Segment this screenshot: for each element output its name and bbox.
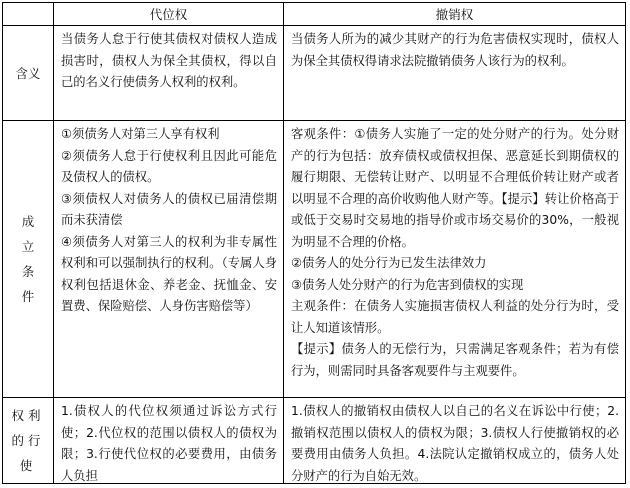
- subrogation-condition-4: ④须债务人对第三人的权利为非专属性权利和可以强制执行的权利。（专属人身权利包括退休金、养老金、抚恤金、安置费、保险赔偿、人身伤害赔偿等）: [61, 234, 277, 313]
- row-label-exercise: 权利的行使: [11, 408, 45, 473]
- exercise-subrogation-text: 1.债权人的代位权须通过诉讼方式行使；2.代位权的范围以债权人的债权为限；3.行使代位权的必要费用，由债务人负担: [61, 404, 277, 483]
- row-label-conditions: 成立条件: [21, 214, 35, 304]
- conditions-subrogation: [54, 121, 283, 397]
- subrogation-condition-1: ①须债务人对第三人享有权利: [61, 127, 220, 141]
- header-empty-cell: [3, 3, 53, 25]
- exercise-revocation: [284, 398, 625, 483]
- exercise-subrogation: [54, 398, 283, 483]
- subrogation-condition-2: ②须债务人怠于行使权利且因此可能危及债权人的债权。: [61, 148, 277, 184]
- revocation-tip: 【提示】债务人的无偿行为，只需满足客观条件；若为有偿行为，则需同时具备客观要件与主观要件。: [291, 342, 619, 378]
- header-subrogation: 代位权: [149, 7, 188, 22]
- exercise-revocation-text: 1.债权人的撤销权由债权人以自己的名义在诉讼中行使；2.撤销权范围以债权人的债权为限；3.债权人行使撤销权的必要费用由债务人负担。4.法院认定撤销权成立的，债务人处分财产的行为自始无效。: [291, 404, 619, 483]
- conditions-revocation: [284, 121, 625, 397]
- meaning-subrogation: [54, 26, 283, 120]
- meaning-subrogation-text: 当债务人怠于行使其债权对债权人造成损害时，债权人为保全其债权，得以自己的名义行使债务人权利的权利。: [61, 32, 277, 89]
- header-revocation: 撤销权: [435, 7, 474, 22]
- revocation-objective-condition: 客观条件：①债务人实施了一定的处分财产的行为。处分财产的行为包括：放弃债权或债权担保、恶意延长到期债权的履行期限、无偿转让财产、以明显不合理低价转让财产或者以明显不合理的高价收购他人财产等。【提示】转让价格高于或低于交易时交易地的指导价或市场交易价的30%，一般视为明显不合理的价格。: [291, 127, 619, 249]
- subrogation-condition-3: ③须债权人对债务人的债权已届清偿期而未获清偿: [61, 191, 277, 227]
- revocation-condition-3: ③债务人处分财产的行为危害到债权的实现: [291, 277, 524, 292]
- row-label-meaning: 含义: [15, 65, 41, 81]
- revocation-condition-2: ②债务人的处分行为已发生法律效力: [291, 256, 487, 270]
- comparison-table: [2, 2, 626, 484]
- meaning-revocation: [284, 26, 625, 120]
- meaning-revocation-text: 当债务人所为的减少其财产的行为危害债权实现时，债权人为保全其债权得请求法院撤销债务人该行为的权利。: [291, 32, 619, 68]
- revocation-subjective-condition: 主观条件：在债务人实施损害债权人利益的处分行为时，受让人知道该情形。: [291, 299, 619, 335]
